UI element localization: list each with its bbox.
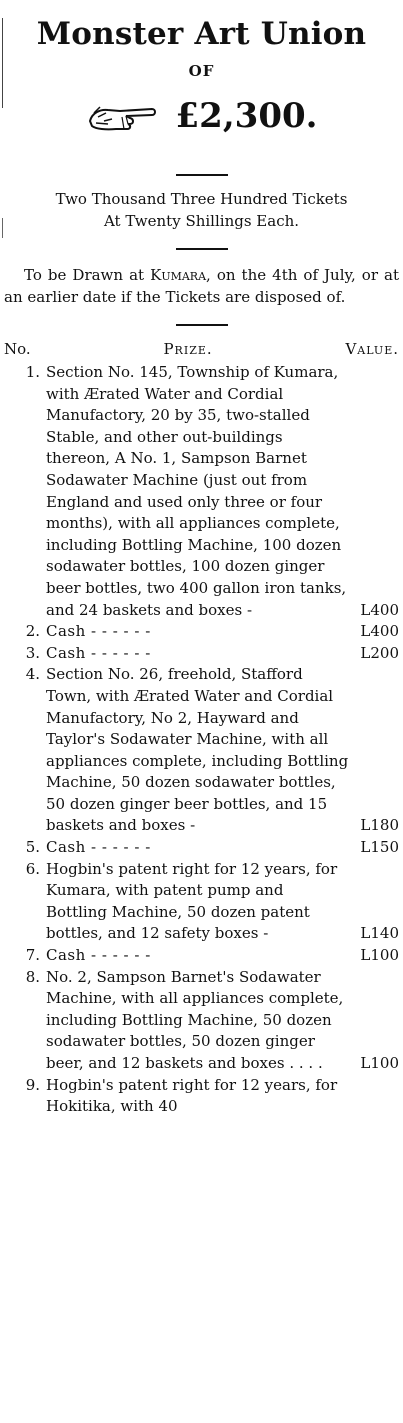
prize-number: 2. bbox=[25, 622, 40, 641]
prize-description: Cash - - - - - - bbox=[46, 946, 151, 965]
prize-description: Cash - - - - - - bbox=[46, 643, 151, 662]
drawing-prefix: To be Drawn at bbox=[24, 266, 151, 284]
prize-item bbox=[4, 859, 399, 945]
divider-rule bbox=[176, 324, 228, 326]
drawing-suffix: , on the 4th of July, or at an earlier date if the Tickets are disposed of. bbox=[4, 266, 399, 306]
prize-item bbox=[4, 1075, 399, 1118]
prize-description: Hogbin's patent right for 12 years, for Hokitika, with 40 bbox=[46, 1075, 338, 1116]
prize-item bbox=[4, 362, 399, 621]
amount-row bbox=[4, 92, 399, 140]
of-label: OF bbox=[188, 62, 215, 80]
prize-amount: £2,300. bbox=[175, 96, 318, 136]
prize-value: L100 bbox=[360, 1054, 399, 1072]
prize-number: 9. bbox=[25, 1075, 40, 1094]
prize-table-header bbox=[4, 338, 399, 360]
prize-list bbox=[4, 362, 399, 1118]
prize-value: L200 bbox=[360, 643, 399, 662]
prize-description: No. 2, Sampson Barnet's Sodawater Machine, with all appliances complete, including Bottling Machine, 50 dozen sodawater bottles, 50 dozen ginger beer, and 12 baskets and boxes . . . . bbox=[46, 967, 344, 1072]
page-title: Monster Art Union bbox=[36, 16, 367, 52]
prize-value: L140 bbox=[360, 924, 399, 943]
column-no: No. bbox=[4, 340, 31, 358]
prize-number: 8. bbox=[25, 967, 40, 986]
prize-value: L400 bbox=[360, 600, 399, 619]
prize-number: 6. bbox=[25, 859, 40, 878]
prize-description: Section No. 26, freehold, Stafford Town, with Ærated Water and Cordial Manufactory, No 2, Hayward and Taylor's Sodawater Machine, with all appliances complete, including Bottling Machine, 50 dozen sodawater bottles, 50 dozen ginger beer bottles, and 15 baskets and boxes - bbox=[46, 665, 349, 835]
prize-number: 5. bbox=[25, 838, 40, 857]
prize-item bbox=[4, 664, 399, 837]
prize-number: 4. bbox=[25, 665, 40, 684]
drawing-place: Kumara bbox=[150, 266, 207, 284]
prize-value: L150 bbox=[360, 838, 399, 857]
prize-number: 1. bbox=[25, 363, 40, 381]
prize-description: Cash - - - - - - bbox=[46, 838, 151, 857]
left-margin-rule bbox=[2, 18, 3, 108]
prize-value: L180 bbox=[360, 816, 399, 835]
column-value: Value. bbox=[345, 340, 399, 358]
ticket-line-2: At Twenty Shillings Each. bbox=[103, 212, 300, 230]
prize-item bbox=[4, 967, 399, 1075]
prize-item bbox=[4, 945, 399, 967]
ticket-line-1: Two Thousand Three Hundred Tickets bbox=[55, 190, 348, 208]
prize-value: L100 bbox=[360, 946, 399, 965]
left-margin-rule-lower bbox=[2, 218, 3, 238]
column-prize: Prize. bbox=[163, 340, 213, 358]
divider-rule bbox=[176, 174, 228, 176]
prize-description: Cash - - - - - - bbox=[46, 622, 151, 641]
ticket-info bbox=[4, 188, 399, 232]
drawing-notice bbox=[4, 264, 399, 308]
pointing-hand-icon bbox=[86, 99, 158, 133]
prize-description: Section No. 145, Township of Kumara, with Ærated Water and Cordial Manufactory, 20 by 35, two-stalled Stable, and other out-buildings thereon, A No. 1, Sampson Barnet Sodawater Machine (just out from England and used only three or four months), with all appliances complete, including Bottling Machine, 100 dozen sodawater bottles, 100 dozen ginger beer bottles, two 400 gallon iron tanks, and 24 baskets and boxes - bbox=[46, 363, 347, 619]
prize-description: Hogbin's patent right for 12 years, for Kumara, with patent pump and Bottling Machine, 50 dozen patent bottles, and 12 safety boxes - bbox=[46, 859, 338, 943]
prize-item bbox=[4, 621, 399, 643]
prize-value: L400 bbox=[360, 622, 399, 641]
prize-item bbox=[4, 643, 399, 665]
prize-item bbox=[4, 837, 399, 859]
prize-number: 3. bbox=[25, 643, 40, 662]
divider-rule bbox=[176, 248, 228, 250]
prize-number: 7. bbox=[25, 946, 40, 965]
